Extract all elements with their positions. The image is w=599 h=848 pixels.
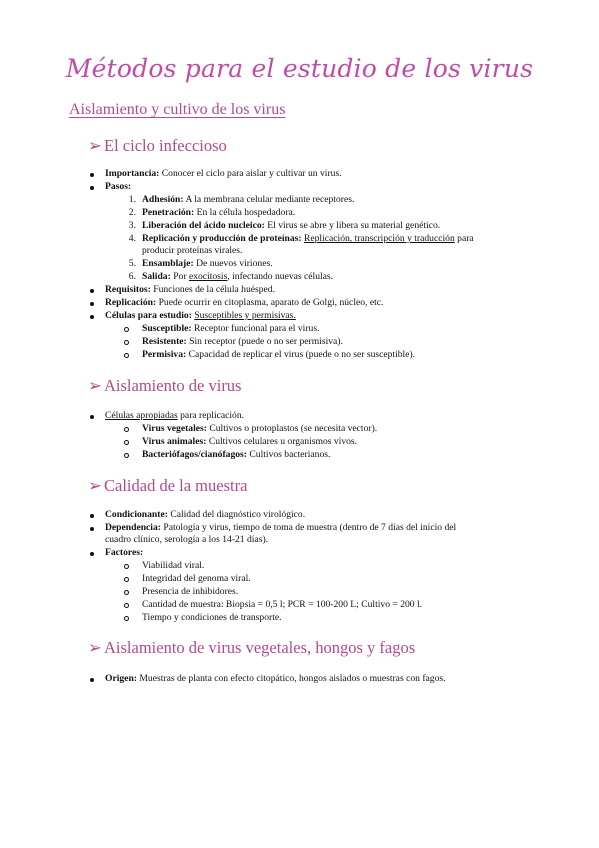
- item-celulas-apropiadas: Células apropiadas para replicación.: [105, 410, 245, 421]
- circle-bullet-icon: [124, 353, 129, 358]
- step-number: 6.: [128, 271, 136, 282]
- item-bacteriofagos: Bacteriófagos/cianófagos: Cultivos bacterianos.: [142, 449, 331, 460]
- item-susceptible: Susceptible: Receptor funcional para el virus.: [142, 323, 320, 334]
- circle-bullet-icon: [124, 427, 129, 432]
- step-number: 2.: [128, 207, 136, 218]
- step-number: 1.: [128, 194, 136, 205]
- circle-bullet-icon: [124, 577, 129, 582]
- bullet-icon: [90, 289, 94, 293]
- item-resistente: Resistente: Sin receptor (puede o no ser permisiva).: [142, 336, 343, 347]
- circle-bullet-icon: [124, 453, 129, 458]
- item-celulas: Células para estudio: Susceptibles y permisivas.: [105, 310, 296, 321]
- bullet-icon: [90, 302, 94, 306]
- document-title: Métodos para el estudio de los virus: [65, 54, 534, 83]
- arrow-bullet-icon: ➢: [88, 376, 102, 395]
- factor-item: Tiempo y condiciones de transporte.: [142, 612, 282, 623]
- heading-aislamiento-virus: ➢ Aislamiento de virus: [88, 376, 242, 395]
- circle-bullet-icon: [124, 603, 129, 608]
- factor-item: Viabilidad viral.: [142, 560, 205, 571]
- item-replicacion: Replicación: Puede ocurrir en citoplasma, aparato de Golgi, núcleo, etc.: [105, 297, 384, 308]
- item-permisiva: Permisiva: Capacidad de replicar el virus (puede o no ser susceptible).: [142, 349, 416, 360]
- factor-item: Presencia de inhibidores.: [142, 586, 239, 597]
- step-number: 5.: [128, 258, 136, 269]
- factor-item: Cantidad de muestra: Biopsia = 0,5 l; PCR = 100-200 L; Cultivo = 200 l.: [142, 599, 423, 610]
- step-adhesion: Adhesión: A la membrana celular mediante receptores.: [142, 194, 355, 205]
- step-penetracion: Penetración: En la célula hospedadora.: [142, 207, 296, 218]
- arrow-bullet-icon: ➢: [88, 476, 102, 495]
- step-replicacion-continuation: producir proteínas virales.: [142, 245, 243, 256]
- item-condicionante: Condicionante: Calidad del diagnóstico virológico.: [105, 509, 306, 520]
- circle-bullet-icon: [124, 340, 129, 345]
- section-heading: Aislamiento y cultivo de los virus: [69, 101, 286, 118]
- bullet-icon: [90, 186, 94, 190]
- item-virus-animales: Virus animales: Cultivos celulares u organismos vivos.: [142, 436, 358, 447]
- arrow-bullet-icon: ➢: [88, 638, 102, 657]
- bullet-icon: [90, 514, 94, 518]
- bullet-icon: [90, 315, 94, 319]
- step-number: 4.: [128, 233, 136, 244]
- step-liberacion: Liberación del ácido nucleico: El virus se abre y libera su material genético.: [142, 220, 441, 231]
- item-requisitos: Requisitos: Funciones de la célula huésped.: [105, 284, 275, 295]
- circle-bullet-icon: [124, 590, 129, 595]
- circle-bullet-icon: [124, 564, 129, 569]
- arrow-bullet-icon: ➢: [88, 136, 102, 155]
- item-dependencia-continuation: cuadro clínico, serología a los 14-21 días).: [105, 534, 269, 545]
- bullet-icon: [90, 527, 94, 531]
- item-origen: Origen: Muestras de planta con efecto citopático, hongos aislados o muestras con fagos.: [105, 673, 446, 684]
- heading-virus-vegetales-hongos-fagos: ➢ Aislamiento de virus vegetales, hongos y fagos: [88, 638, 416, 657]
- item-virus-vegetales: Virus vegetales: Cultivos o protoplastos (se necesita vector).: [142, 423, 378, 434]
- step-number: 3.: [128, 220, 136, 231]
- heading-calidad-muestra: ➢ Calidad de la muestra: [88, 476, 248, 495]
- factor-item: Integridad del genoma viral.: [142, 573, 251, 584]
- step-ensamblaje: Ensamblaje: De nuevos viriones.: [142, 258, 273, 269]
- bullet-icon: [90, 173, 94, 177]
- circle-bullet-icon: [124, 440, 129, 445]
- circle-bullet-icon: [124, 616, 129, 621]
- bullet-icon: [90, 415, 94, 419]
- circle-bullet-icon: [124, 327, 129, 332]
- item-factores: Factores:: [105, 547, 144, 558]
- item-pasos: Pasos:: [105, 181, 132, 192]
- bullet-icon: [90, 678, 94, 682]
- step-replicacion-produccion: Replicación y producción de proteínas: Replicación, transcripción y traducción para: [142, 233, 474, 244]
- item-importancia: Importancia: Conocer el ciclo para aislar y cultivar un virus.: [105, 168, 342, 179]
- bullet-icon: [90, 552, 94, 556]
- item-dependencia: Dependencia: Patología y virus, tiempo de toma de muestra (dentro de 7 días del inicio del: [105, 522, 457, 533]
- heading-ciclo-infeccioso: ➢ El ciclo infeccioso: [88, 136, 227, 155]
- step-salida: Salida: Por exocitosis, infectando nuevas células.: [142, 271, 334, 282]
